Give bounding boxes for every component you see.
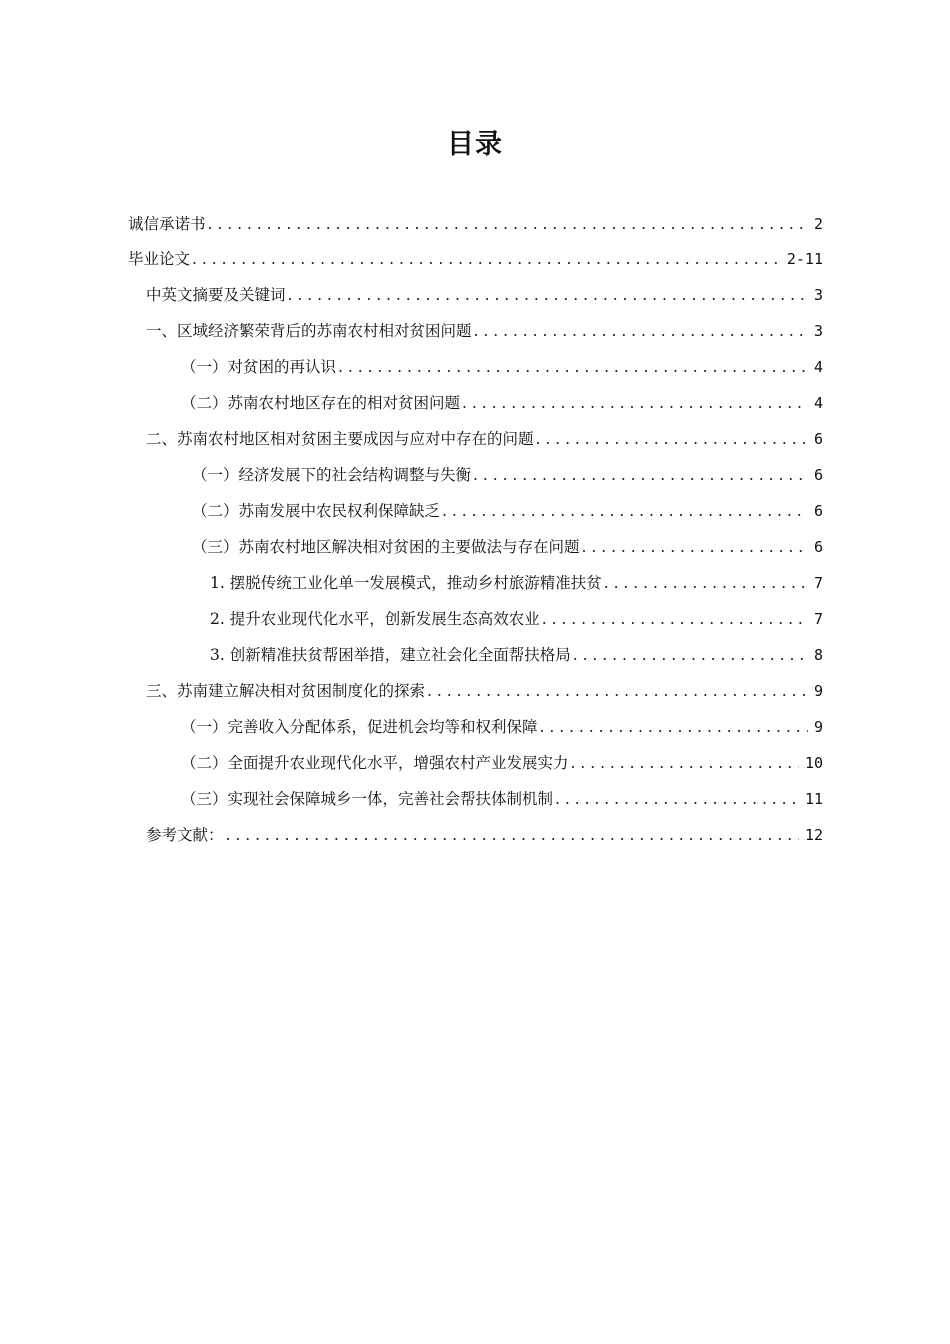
toc-leader-dots xyxy=(536,427,808,451)
toc-entry-page: 7 xyxy=(813,610,823,628)
toc-entry-page: 6 xyxy=(813,538,823,556)
toc-entry-item-2-3-2[interactable] xyxy=(210,607,823,631)
toc-leader-dots xyxy=(474,319,808,343)
toc-entry-title: （三）苏南农村地区解决相对贫困的主要做法与存在问题 xyxy=(192,538,580,556)
toc-entry-chapter-3[interactable] xyxy=(146,679,823,703)
toc-entry-page: 3 xyxy=(813,322,823,340)
toc-entry-section-1-1[interactable] xyxy=(181,355,823,379)
toc-entry-title: 二、苏南农村地区相对贫困主要成因与应对中存在的问题 xyxy=(146,430,534,448)
toc-entry-chapter-2[interactable] xyxy=(146,427,823,451)
toc-entry-page: 12 xyxy=(804,826,823,844)
toc-entry-title: 1. 摆脱传统工业化单一发展模式，推动乡村旅游精准扶贫 xyxy=(210,574,602,592)
toc-entry-title: 3. 创新精准扶贫帮困举措，建立社会化全面帮扶格局 xyxy=(210,646,571,664)
toc-entry-title: 参考文献： xyxy=(146,826,224,844)
toc-entry-page: 10 xyxy=(804,754,823,772)
toc-leader-dots xyxy=(573,643,808,667)
toc-entry-title: 一、区域经济繁荣背后的苏南农村相对贫困问题 xyxy=(146,322,472,340)
toc-entry-thesis[interactable] xyxy=(128,247,823,271)
toc-entry-page: 6 xyxy=(813,430,823,448)
toc-leader-dots xyxy=(192,247,781,271)
toc-entry-section-3-2[interactable] xyxy=(181,751,823,775)
toc-leader-dots xyxy=(542,607,808,631)
toc-entry-page: 4 xyxy=(813,394,823,412)
toc-entry-title: 三、苏南建立解决相对贫困制度化的探索 xyxy=(146,682,426,700)
toc-entry-section-2-3[interactable] xyxy=(192,535,823,559)
toc-leader-dots xyxy=(582,535,808,559)
toc-leader-dots xyxy=(604,571,808,595)
toc-entry-title: 诚信承诺书 xyxy=(128,215,206,233)
toc-leader-dots xyxy=(442,499,808,523)
toc-entry-references[interactable] xyxy=(146,823,823,847)
toc-entry-item-2-3-1[interactable] xyxy=(210,571,823,595)
toc-entry-section-2-2[interactable] xyxy=(192,499,823,523)
toc-entry-page: 2 xyxy=(813,215,823,233)
toc-entry-abstract[interactable] xyxy=(146,283,823,307)
toc-entry-page: 9 xyxy=(813,718,823,736)
toc-leader-dots xyxy=(208,212,808,236)
toc-leader-dots xyxy=(288,283,808,307)
toc-entry-page: 6 xyxy=(813,502,823,520)
toc-entry-page: 9 xyxy=(813,682,823,700)
toc-leader-dots xyxy=(226,823,799,847)
toc-leader-dots xyxy=(540,715,808,739)
toc-entry-title: （二）苏南发展中农民权利保障缺乏 xyxy=(192,502,441,520)
toc-entry-page: 6 xyxy=(813,466,823,484)
toc-leader-dots xyxy=(427,679,808,703)
toc-entry-title: （三）实现社会保障城乡一体，完善社会帮扶体制机制 xyxy=(181,790,554,808)
toc-entry-title: 2. 提升农业现代化水平，创新发展生态高效农业 xyxy=(210,610,540,628)
toc-leader-dots xyxy=(462,391,808,415)
toc-entry-page: 3 xyxy=(813,286,823,304)
toc-entry-page: 7 xyxy=(813,574,823,592)
toc-entry-page: 4 xyxy=(813,358,823,376)
toc-entry-integrity-pledge[interactable] xyxy=(128,212,823,236)
toc-entry-chapter-1[interactable] xyxy=(146,319,823,343)
toc-entry-page: 11 xyxy=(804,790,823,808)
toc-entry-title: （一）经济发展下的社会结构调整与失衡 xyxy=(192,466,472,484)
toc-leader-dots xyxy=(555,787,799,811)
page-title: 目录 xyxy=(447,129,503,160)
toc-entry-section-1-2[interactable] xyxy=(181,391,823,415)
toc-entry-title: （一）完善收入分配体系，促进机会均等和权利保障 xyxy=(181,718,538,736)
toc-entry-section-2-1[interactable] xyxy=(192,463,823,487)
toc-leader-dots xyxy=(571,751,799,775)
toc-leader-dots xyxy=(338,355,808,379)
toc-entry-page: 2-11 xyxy=(786,250,823,268)
toc-entry-item-2-3-3[interactable] xyxy=(210,643,823,667)
toc-entry-section-3-3[interactable] xyxy=(181,787,823,811)
toc-entry-page: 8 xyxy=(813,646,823,664)
toc-entry-title: （二）苏南农村地区存在的相对贫困问题 xyxy=(181,394,461,412)
toc-entry-title: （一）对贫困的再认识 xyxy=(181,358,337,376)
toc-entry-section-3-1[interactable] xyxy=(181,715,823,739)
toc-entry-title: 中英文摘要及关键词 xyxy=(146,286,286,304)
toc-entry-title: 毕业论文 xyxy=(128,250,191,268)
toc-entry-title: （二）全面提升农业现代化水平，增强农村产业发展实力 xyxy=(181,754,569,772)
toc-leader-dots xyxy=(473,463,808,487)
